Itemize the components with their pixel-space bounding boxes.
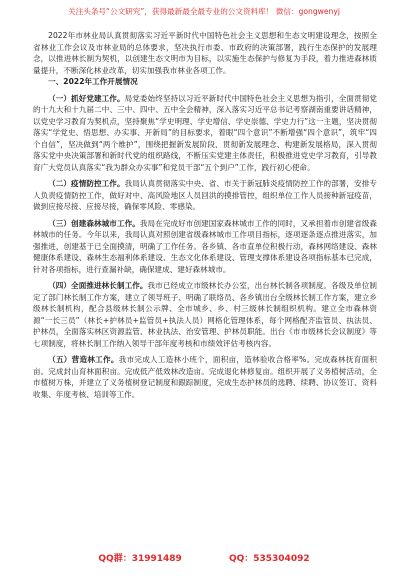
section-party-building	[33, 93, 377, 174]
qq-group: QQ群：31991489	[98, 554, 182, 564]
section-forest-chief	[33, 280, 377, 349]
section-afforestation	[33, 354, 377, 400]
section-epidemic-control	[33, 178, 377, 213]
qq-contact: QQ：535304092	[228, 554, 310, 564]
document-body	[33, 30, 377, 400]
section-label: （五）营造林工作。	[48, 355, 119, 364]
section-text: 局党委始终坚持以习近平新时代中国特色社会主义思想为指引，全面贯彻党的十九大和十九届二中、三中、四中、五中全会精神，深入落实习近平总书记考察湖南重要讲话精神，以党史学习教育为契机点，坚持聚焦“学史明理、学史增信、学史崇德、学史力行”这一主题，坚决贯彻落实“学党史、悟思想、办实事、开新局”的目标要求，着眼“四个意识”不断增强“四个意识”，筑牢“四个自信”，坚决做到“两个维护”，围绕把握新发展阶段、贯彻新发展理念、构建新发展格局，深入贯彻落实党中央决策部署和新时代党的组织路线，不断压实党建主体责任，积极推进党史学习教育，引导教育广大党员认真落实“我为群众办实事”和党员干部“五个到户”工作，践行初心使命。	[33, 93, 377, 172]
section-label: （二）疫情防控工作。	[48, 179, 125, 188]
section-label: （四）全面推进林长制工作。	[48, 281, 148, 290]
section-heading: 一、2022年工作开展情况	[48, 77, 138, 86]
section-forest-city	[33, 218, 377, 276]
intro-paragraph: 2022年市林业局认真贯彻落实习近平新时代中国特色社会主义思想和生态文明建设理念，按照全省林业工作会议及市林业局的总体要求，坚决执行市委、市政府的决策部署，践行生态保护的发展理念，以推进林长制为契机，以创建生态文明市为目标，以实施生态保护与修复为手段，着力推进森林质量提升，不断深化林业改革，切实加强我市林业各项工作。	[33, 31, 377, 75]
contact-footer	[0, 551, 408, 564]
section-text: 我局在完成好市创建国家森林城市工作的同时，又承担着市创建省级森林城市的任务。今年以来，我局认真对照创建省级森林城市工作项目指标，逐项逐条逐点推进落实，加强推进，创建基于已全面摸清，明确了工作任务。各乡镇、各市直单位积极行动，森林网络建设、森林健康体系建设、森林生态福利体系建设、生态文化体系建设、管理支撑体系建设各项指标基本已完成，针对各项指标，进行查漏补缺，确保建成、建好森林城市。	[33, 218, 377, 274]
section-text: 我市已经成立市级林长办公室，出台林长制各项制度。各级及单位制定了部门林长制工作方案，建立了领导班子、明确了联络员、各乡镇出台全级林长制工作方案，建立乡级林长制机构，配合县级林长制公示牌、全市城乡、乡、村三级林长制组织机构。建立全市森林资源“一长三员”（林长+护林员+监管员+执法人员）网格化管理体系，每个网格配齐监管员、执法员、护林员，全面落实林区资源监管、林业执法、治安管理、护林员职能。出台《市市级林长会议制度》等七项制度，将林长制工作纳入领导干部年度考核和市绩效评估考核内容。	[33, 281, 377, 348]
section-label: （一）抓好党建工作。	[48, 93, 125, 103]
promo-banner: 关注头条号“公文研究”，获得最新最全最专业的公文资料库！ 微信：gongwenyj	[68, 7, 340, 16]
section-label: （三）创建森林城市工作。	[48, 218, 140, 228]
section-text: 我市完成人工造林小班个，面积亩，造林验收合格率%。完成森林抚育面积亩。完成封山育林面积亩。完成低产低效林改造亩。完成退化林修复亩。组织开展了义务植树活动，全市植树万株，并建立了义务植树登记制度和跟踪制度，完成生态护林员的选聘、续聘、协议签订、资料收集、年度考核、培训等工作。	[33, 355, 378, 399]
section-text: 我局认真贯彻落实中央、省、市关于新冠肺炎疫情防控工作的部署，安排专人负责疫情防控工作，做好对中、高风险地区人员回洪的摸排管控，组织单位工作人员接种新冠疫苗，做到应接尽接、应接尽接，确保零风险、零感染。	[33, 179, 377, 211]
